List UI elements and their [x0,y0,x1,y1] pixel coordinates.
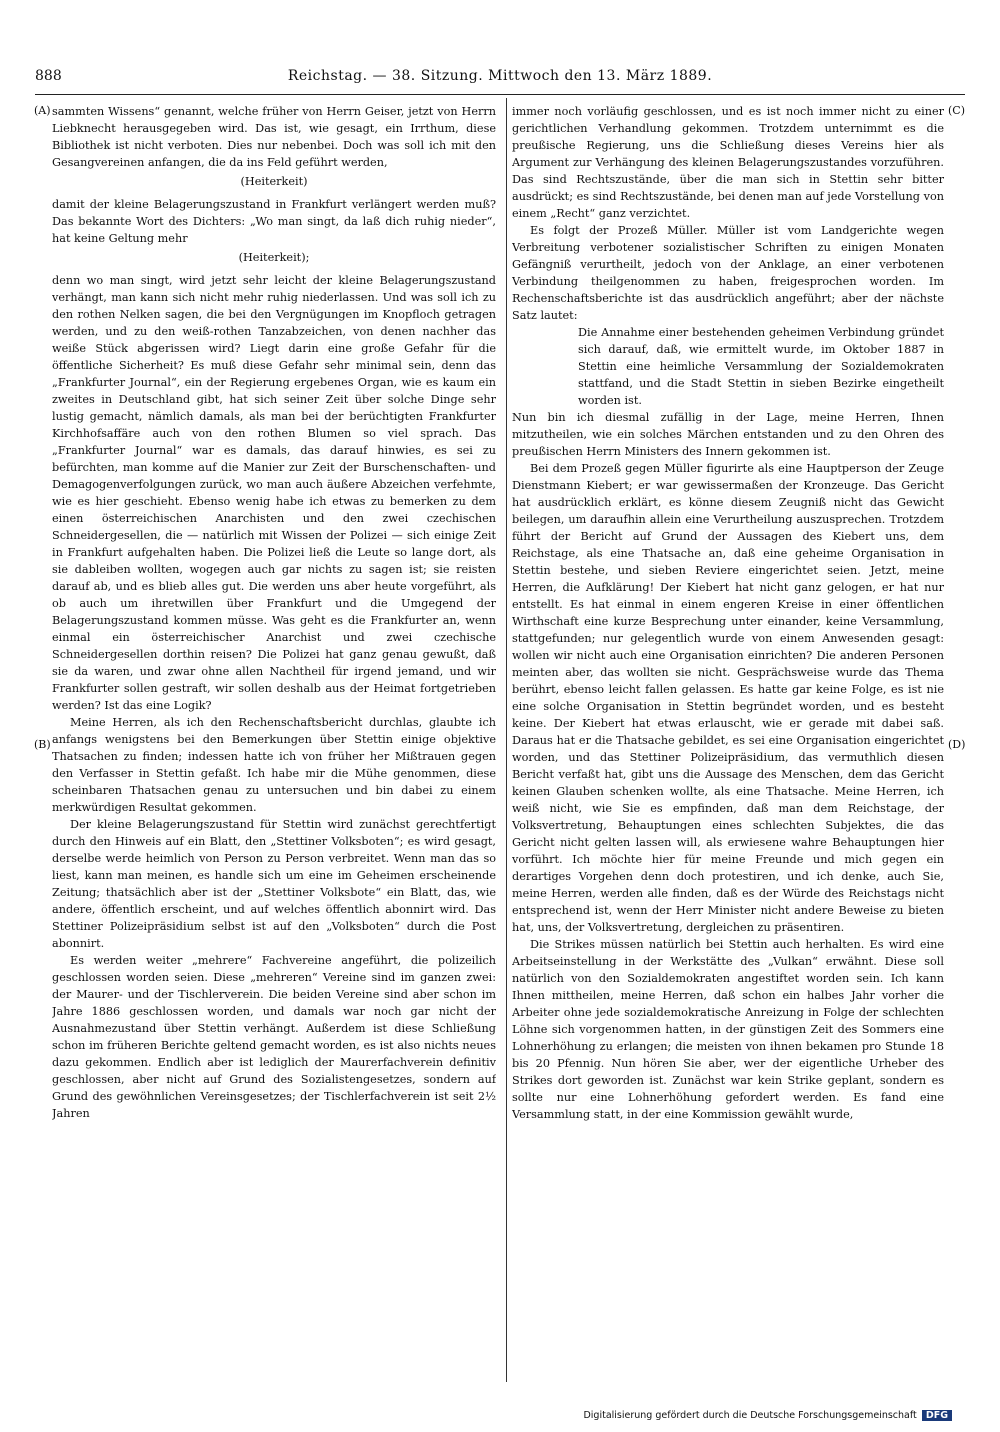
paragraph: Es werden weiter „mehrere“ Fachvereine angeführt, die polizeilich geschlossen worden seien. Diese „mehreren“ Vereine sind im ganzen zwei: der Maurer- und der Tischlerverein. Die beiden Vereine sind aber schon im Jahre 1886 geschlossen worden, und damals war noch gar nicht der Ausnahmezustand über Stettin verhängt. Außerdem ist diese Schließung schon im früheren Berichte geltend gemacht worden, es ist also nichts neues dazu gekommen. Endlich aber ist lediglich der Maurerfachverein definitiv geschlossen, aber nicht auf Grund des Sozialistengesetzes, sondern auf Grund des gewöhnlichen Vereinsgesetzes; der Tischlerfachverein ist seit 2½ Jahren [52,954,496,1120]
paragraph: Bei dem Prozeß gegen Müller figurirte als eine Hauptperson der Zeuge Dienstmann Kiebert; er war gewissermaßen der Kronzeuge. Das Gericht hat ausdrücklich erklärt, es könne diesem Zeugniß nicht das Gewicht beilegen, um daraufhin allein eine Verurtheilung auszusprechen. Trotzdem führt der Bericht auf Grund der Aussagen des Kiebert uns, dem Reichstage, als eine Thatsache an, daß eine geheime Organisation in Stettin bestehe, und sieben Reviere eingerichtet seien. Jetzt, meine Herren, die Aufklärung! Der Kiebert hat nicht ganz gelogen, er hat nur entstellt. Es hat einmal in einem engeren Kreise in einer öffentlichen Wirthschaft eine kurze Besprechung unter einander, keine Versammlung, stattgefunden; nur gelegentlich wurde von einem Anwesenden gesagt: wollen wir nicht auch eine Organisation einrichten? Die anderen Personen meinten aber, das wollten sie nicht. Gesprächsweise wurde das Thema berührt, ebenso leicht fallen gelassen. Es hatte gar keine Folge, es ist nie eine solche Organisation in Stettin begründet worden, und es besteht keine. Der Kiebert hat etwas erlauscht, wie er gerade mit dabei saß. Daraus hat er die Thatsache gebildet, es sei eine Organisation eingerichtet worden, und das Stettiner Polizeipräsidium, das vermuthlich diesen Bericht verfaßt hat, gibt uns die Aussage des Menschen, dem das Gericht keinen Glauben schenken wollte, als eine Thatsache. Meine Herren, ich weiß nicht, wie Sie es empfinden, daß man dem Reichstage, der Volksvertretung, Behauptungen eines schlechten Subjektes, die das Gericht nicht gelten lassen will, als erwiesene wahre Behauptungen hier vorführt. Ich möchte hier für meine Freunde und mich gegen ein derartiges Vorgehen denn doch protestiren, und ich denke, auch Sie, meine Herren, werden alle finden, daß es der Würde des Reichstags nicht entsprechend ist, wenn der Herr Minister nicht andere Beweise zu bieten hat, uns, der Volksvertretung, dergleichen zu präsentiren. [512,462,944,934]
paragraph: damit der kleine Belagerungszustand in Frankfurt verlängert werden muß? Das bekannte Wort des Dichters: „Wo man singt, da laß dich ruhig nieder“, hat keine Geltung mehr [52,198,496,245]
paragraph: immer noch vorläufig geschlossen, und es ist noch immer nicht zu einer gerichtlichen Verhandlung gekommen. Trotzdem unternimmt es die preußische Regierung, uns die Schließung dieses Vereins hier als Argument zur Verhängung des kleinen Belagerungszustandes vorzuführen. Das sind Rechtszustände, über die man sich in Stettin sehr bitter ausdrückt; es sind Rechtszustände, bei denen man auf jede Vorstellung von einem „Recht“ ganz verzichtet. [512,105,944,220]
running-title: Reichstag. — 38. Sitzung. Mittwoch den 13. März 1889. [287,68,713,84]
digitization-credit [583,1410,952,1421]
paragraph: denn wo man singt, wird jetzt sehr leicht der kleine Belagerungszustand verhängt, man kann sich nicht mehr ruhig niederlassen. Und was soll ich zu den rothen Nelken sagen, die bei den Vergnügungen im Knopfloch getragen werden, und zu den weiß-rothen Tanzabzeichen, von denen nachher das weiße Stück abgerissen wird? Liegt darin eine große Gefahr für die öffentliche Sicherheit? Es muß diese Gefahr sehr minimal sein, denn das „Frankfurter Journal“, ein der Regierung ergebenes Organ, wie es kaum ein zweites in Deutschland gibt, hat sich seiner Zeit über solche Dinge sehr lustig gemacht, nämlich damals, als man bei der berüchtigten Frankfurter Kirchhofsaffäre auch von den rothen Blumen so viel sprach. Das „Frankfurter Journal“ war es damals, das darauf hinwies, es sei zu befürchten, man komme auf die Manier zur Zeit der Burschenschaften- und Demagogenverfolgungen zurück, wo man auch äußere Abzeichen verfehmte, wie es hier geschieht. Ebenso wenig habe ich etwas zu bemerken zu dem einen österreichischen Anarchisten und den zwei czechischen Schneidergesellen, die — natürlich mit Wissen der Polizei — sich einige Zeit in Frankfurt aufgehalten haben. Die Polizei ließ die Leute so lange dort, als sie dableiben wollten, wogegen auch gar nichts zu sagen ist; sie reisten darauf ab, und es blieb alles gut. Die werden uns aber heute vorgeführt, als ob auch um ihretwillen über Frankfurt und die Umgegend der Belagerungszustand kommen müsse. Was geht es die Frankfurter an, wenn einmal ein österreichischer Anarchist und zwei czechische Schneidergesellen dorthin reisen? Die Polizei hat ganz genau gewußt, daß sie da waren, und zwar ohne allen Nachtheil für irgend jemand, und wir Frankfurter sollen gestraft, wir sollen deshalb aus der Heimat fortgetrieben werden? Ist das eine Logik? [52,274,496,712]
paragraph: Es folgt der Prozeß Müller. Müller ist vom Landgerichte wegen Verbreitung verbotener sozialistischer Schriften zu einigen Monaten Gefängniß verurtheilt, jedoch von der Anklage, an einer verbotenen Verbindung theilgenommen zu haben, freigesprochen worden. Im Rechenschaftsberichte ist das ausdrücklich angeführt; aber der nächste Satz lautet: [512,224,944,322]
paragraph: Die Strikes müssen natürlich bei Stettin auch herhalten. Es wird eine Arbeitseinstellung in der Werkstätte des „Vulkan“ erwähnt. Diese soll natürlich von den Sozialdemokraten angestiftet worden sein. Ich kann Ihnen mittheilen, meine Herren, daß schon ein halbes Jahr vorher die Arbeiter ohne jede sozialdemokratische Anreizung in Folge der schlechten Löhne sich vorgenommen hatten, in der günstigen Zeit des Sommers eine Lohnerhöhung zu erlangen; die meisten von ihnen bekamen pro Stunde 18 bis 20 Pfennig. Nun hören Sie aber, wer der eigentliche Urheber des Strikes dort geworden ist. Zunächst war kein Strike geplant, sondern es sollte nur eine Lohnerhöhung gefordert werden. Es fand eine Versammlung statt, in der eine Kommission gewählt wurde, [512,938,944,1121]
page-number: 888 [35,68,62,84]
stage-direction: (Heiterkeit); [238,251,310,264]
column-divider [506,98,507,1382]
dfg-logo: DFG [922,1410,952,1421]
left-column [52,103,496,1378]
stage-direction: (Heiterkeit) [240,175,308,188]
paragraph: Der kleine Belagerungszustand für Stettin wird zunächst gerechtfertigt durch den Hinweis auf ein Blatt, den „Stettiner Volksboten“; es wird gesagt, derselbe werde heimlich von Person zu Person verbreitet. Wenn man das so liest, kann man meinen, es handle sich um eine im Geheimen erscheinende Zeitung; thatsächlich aber ist der „Stettiner Volksbote“ ein Blatt, das, wie andere, öffentlich erscheint, und auf welches öffentlich abonnirt wird. Das Stettiner Polizeipräsidium selbst ist auf den „Volksboten“ durch die Post abonnirt. [52,818,496,950]
block-quote: Die Annahme einer bestehenden geheimen Verbindung gründet sich darauf, daß, wie ermittelt wurde, im Oktober 1887 in Stettin eine heimliche Versammlung der Sozialdemokraten stattfand, und die Stadt Stettin in sieben Bezirke eingetheilt worden ist. [578,326,944,407]
page-header [35,68,965,94]
paragraph: sammten Wissens“ genannt, welche früher von Herrn Geiser, jetzt von Herrn Liebknecht herausgegeben wird. Das ist, wie gesagt, ein Irrthum, diese Bibliothek ist nicht verboten. Dies nur nebenbei. Doch was soll ich mit den Gesangvereinen anfangen, die da ins Feld geführt werden, [52,105,496,169]
margin-marker-a: (A) [34,104,51,117]
margin-marker-d: (D) [948,738,966,751]
header-rule [35,94,965,95]
paragraph: Meine Herren, als ich den Rechenschaftsbericht durchlas, glaubte ich anfangs wenigstens bei den Bemerkungen über Stettin einige objektive Thatsachen zu finden; indessen hatte ich von früher her Mißtrauen gegen den Verfasser in Stettin gefaßt. Ich habe mir die Mühe genommen, diese scheinbaren Thatsachen genau zu untersuchen und bin dabei zu einem merkwürdigen Resultat gekommen. [52,716,496,814]
right-column [512,103,944,1378]
credit-text: Digitalisierung gefördert durch die Deutsche Forschungsgemeinschaft [583,1410,917,1421]
paragraph: Nun bin ich diesmal zufällig in der Lage, meine Herren, Ihnen mitzutheilen, wie ein solches Märchen entstanden und zu den Ohren des preußischen Herrn Ministers des Innern gekommen ist. [512,411,944,458]
margin-marker-b: (B) [34,738,51,751]
margin-marker-c: (C) [948,104,965,117]
